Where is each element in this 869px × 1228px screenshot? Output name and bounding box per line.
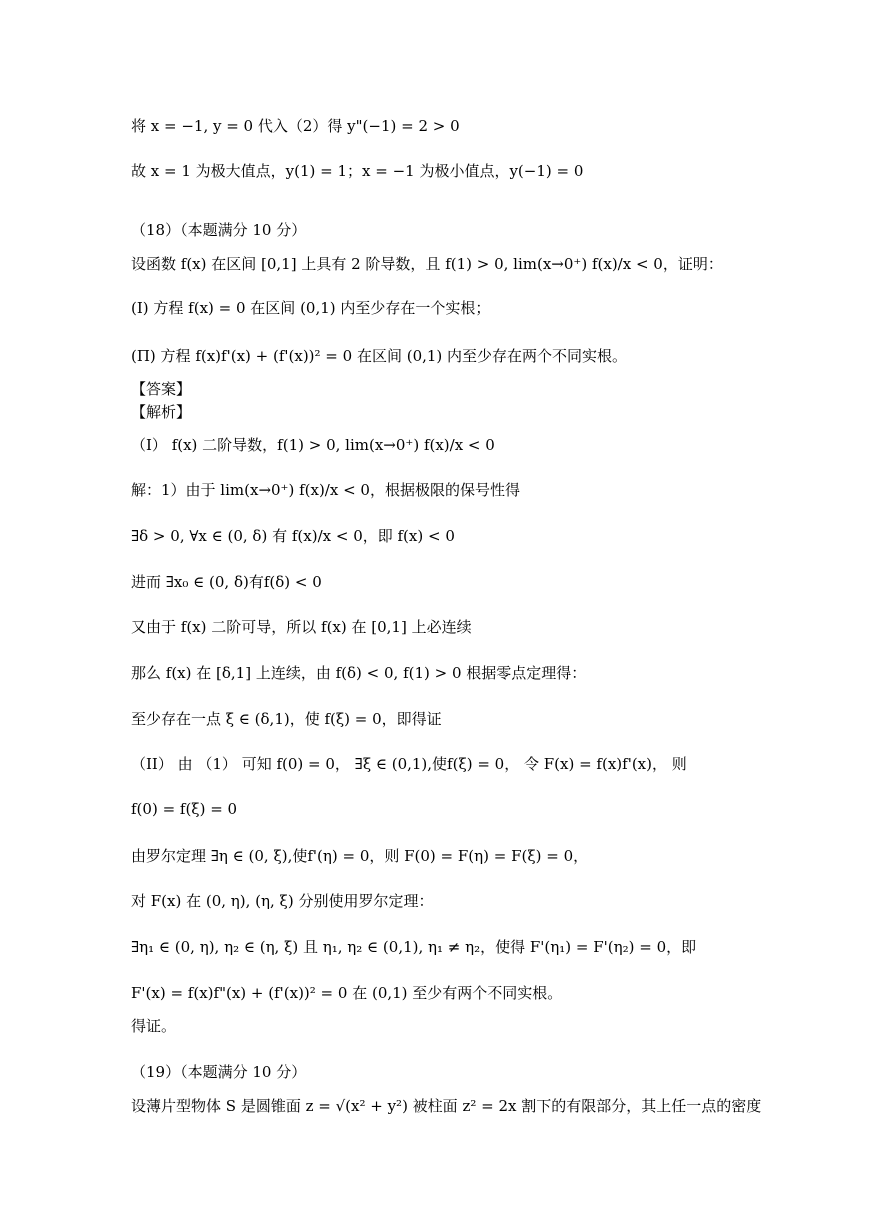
text-line: 又由于 f(x) 二阶可导，所以 f(x) 在 [0,1] 上必连续 [131,618,472,636]
text-line: 进而 ∃x₀ ∈ (0, δ)有f(δ) < 0 [131,573,322,591]
text-line: 将 x = −1, y = 0 代入（2）得 y"(−1) = 2 > 0 [131,117,460,135]
text-line: 那么 f(x) 在 [δ,1] 上连续，由 f(δ) < 0, f(1) > 0 根据零点定理得： [131,664,587,682]
text-line: ∃η₁ ∈ (0, η), η₂ ∈ (η, ξ) 且 η₁, η₂ ∈ (0,1), η₁ ≠ η₂，使得 F'(η₁) = F'(η₂) = 0，即 [131,938,697,956]
problem-18-part-1: (I) 方程 f(x) = 0 在区间 (0,1) 内至少存在一个实根； [131,299,491,317]
answer-heading: 【答案】 [131,380,192,398]
problem-19-statement: 设薄片型物体 S 是圆锥面 z = √(x² + y²) 被柱面 z² = 2x 割下的有限部分，其上任一点的密度 [131,1097,762,1115]
text-line: （II） 由 （1） 可知 f(0) = 0， ∃ξ ∈ (0,1),使f(ξ) = 0， 令 F(x) = f(x)f'(x)， 则 [131,755,687,773]
problem-18-part-2: (Π) 方程 f(x)f'(x) + (f'(x))² = 0 在区间 (0,1) 内至少存在两个不同实根。 [131,347,628,365]
text-line: 由罗尔定理 ∃η ∈ (0, ξ),使f'(η) = 0，则 F(0) = F(η) = F(ξ) = 0， [131,847,589,865]
text-line: F'(x) = f(x)f"(x) + (f'(x))² = 0 在 (0,1) 至少有两个不同实根。 [131,984,563,1002]
analysis-heading: 【解析】 [131,403,192,421]
text-line: 对 F(x) 在 (0, η), (η, ξ) 分别使用罗尔定理： [131,892,434,910]
text-line: 故 x = 1 为极大值点，y(1) = 1；x = −1 为极小值点，y(−1) = 0 [131,162,584,180]
text-line: f(0) = f(ξ) = 0 [131,800,238,818]
problem-18-header: （18）（本题满分 10 分） [131,221,307,239]
text-line: 解：1）由于 lim(x→0⁺) f(x)/x < 0，根据极限的保号性得 [131,481,520,499]
text-line: （I） f(x) 二阶导数，f(1) > 0, lim(x→0⁺) f(x)/x < 0 [131,436,495,454]
text-line: 得证。 [131,1017,177,1035]
problem-19-header: （19）（本题满分 10 分） [131,1063,307,1081]
text-line: 至少存在一点 ξ ∈ (δ,1)，使 f(ξ) = 0，即得证 [131,710,442,728]
text-line: ∃δ > 0, ∀x ∈ (0, δ) 有 f(x)/x < 0，即 f(x) < 0 [131,527,455,545]
problem-18-statement: 设函数 f(x) 在区间 [0,1] 上具有 2 阶导数，且 f(1) > 0, lim(x→0⁺) f(x)/x < 0，证明： [131,255,723,273]
